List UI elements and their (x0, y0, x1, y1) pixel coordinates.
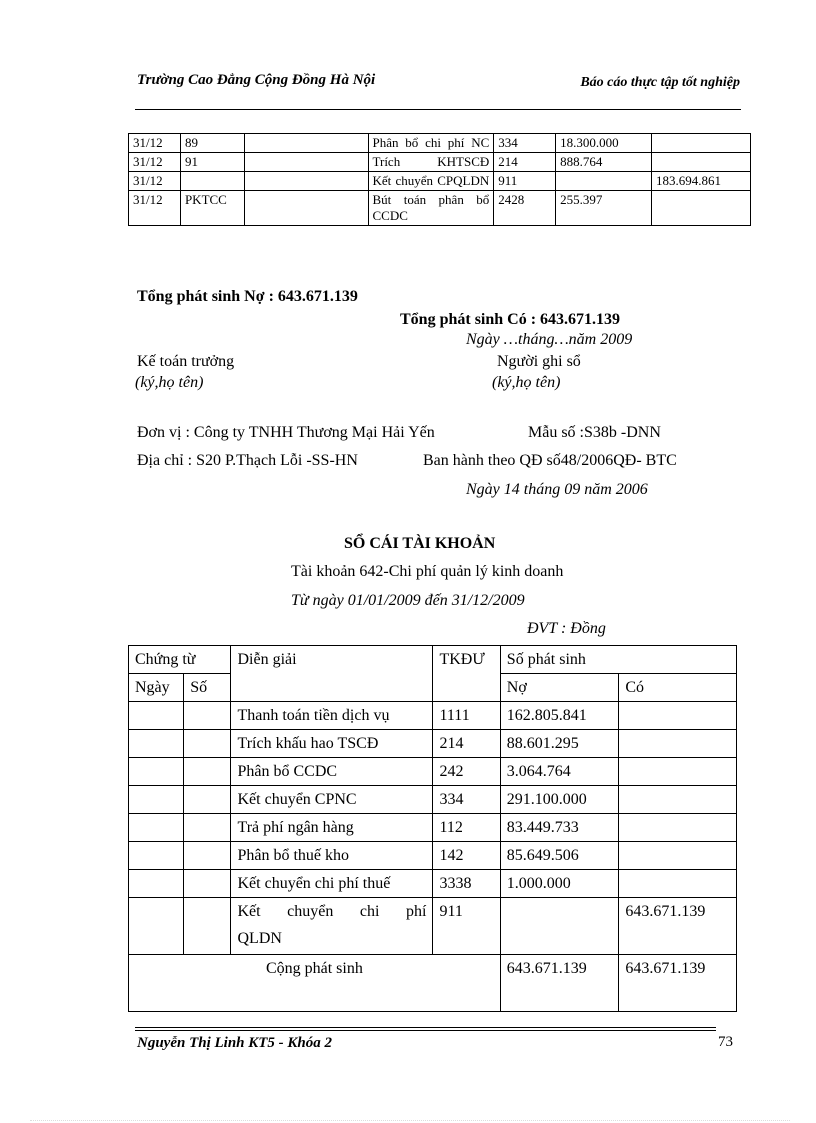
ledger-title: SỔ CÁI TÀI KHOẢN (344, 535, 496, 552)
ledger-cell-date (129, 730, 184, 758)
ledger-cell-date (129, 870, 184, 898)
ledger-cell-number (184, 870, 231, 898)
ledger-row (129, 758, 737, 786)
footer-divider (135, 1027, 716, 1028)
ledger-cell-debit: 162.805.841 (500, 702, 619, 730)
journal-cell-num (180, 172, 244, 191)
ledger-cell-acct: 142 (433, 842, 500, 870)
ledger-row (129, 786, 737, 814)
ledger-closing-credit: 643.671.139 (619, 898, 737, 955)
ledger-cell-desc: Phân bổ CCDC (231, 758, 433, 786)
ledger-row (129, 870, 737, 898)
footer-author: Nguyễn Thị Linh KT5 - Khóa 2 (137, 1035, 333, 1051)
ledger-cell-debit: 83.449.733 (500, 814, 619, 842)
ledger-cell-acct: 3338 (433, 870, 500, 898)
journal-cell-date: 31/12 (129, 191, 181, 226)
journal-cell-acct: 911 (494, 172, 556, 191)
form-number: Mẫu số :S38b -DNN (528, 424, 661, 441)
issue-date: Ngày 14 tháng 09 năm 2006 (466, 481, 648, 498)
journal-cell-blank (244, 172, 368, 191)
chief-accountant-label: Kế toán trưởng (137, 353, 235, 370)
ledger-cell-desc: Trả phí ngân hàng (231, 814, 433, 842)
journal-cell-desc: Kết chuyển CPQLDN (368, 172, 494, 191)
ledger-cell-number (184, 842, 231, 870)
ledger-cell-date (129, 842, 184, 870)
journal-cell-date: 31/12 (129, 134, 181, 153)
ledger-cell-number (184, 786, 231, 814)
ledger-header-row (129, 646, 737, 674)
journal-cell-debit: 888.764 (556, 153, 652, 172)
ledger-row (129, 814, 737, 842)
ledger-cell-debit: 1.000.000 (500, 870, 619, 898)
ledger-cell-number (184, 730, 231, 758)
header-description: Diễn giải (231, 646, 433, 702)
ledger-cell-number (184, 758, 231, 786)
company-address: Địa chỉ : S20 P.Thạch Lỗi -SS-HN (137, 452, 358, 469)
journal-row (129, 134, 751, 153)
ledger-cell-date (129, 702, 184, 730)
footer-divider-2 (135, 1030, 716, 1031)
journal-cell-debit (556, 172, 652, 191)
ledger-cell-date (129, 786, 184, 814)
total-credit: Tổng phát sinh Có : 643.671.139 (400, 311, 621, 328)
ledger-cell-credit (619, 870, 737, 898)
ledger-closing-acct: 911 (433, 898, 500, 955)
ledger-cell-debit: 85.649.506 (500, 842, 619, 870)
ledger-total-debit: 643.671.139 (500, 955, 619, 1012)
ledger-cell-acct: 112 (433, 814, 500, 842)
journal-cell-desc: Trích KHTSCĐ (368, 153, 494, 172)
journal-cell-desc: Phân bổ chi phí NC (368, 134, 494, 153)
ledger-cell-desc: Phân bổ thuế kho (231, 842, 433, 870)
ledger-cell-number (184, 702, 231, 730)
journal-cell-blank (244, 191, 368, 226)
total-debit: Tổng phát sinh Nợ : 643.671.139 (137, 288, 358, 305)
journal-cell-num: PKTCC (180, 191, 244, 226)
ledger-cell-desc: Trích khấu hao TSCĐ (231, 730, 433, 758)
journal-cell-blank (244, 134, 368, 153)
journal-cell-credit: 183.694.861 (652, 172, 751, 191)
journal-cell-acct: 334 (494, 134, 556, 153)
journal-cell-credit (652, 153, 751, 172)
journal-cell-acct: 2428 (494, 191, 556, 226)
journal-cell-date: 31/12 (129, 153, 181, 172)
ledger-cell-date (129, 814, 184, 842)
ledger-total-row (129, 955, 737, 1012)
journal-cell-date: 31/12 (129, 172, 181, 191)
ledger-total-label: Cộng phát sinh (129, 955, 501, 1012)
ledger-cell-desc: Kết chuyển CPNC (231, 786, 433, 814)
journal-continuation-table (128, 133, 751, 226)
journal-cell-num: 89 (180, 134, 244, 153)
company-unit: Đơn vị : Công ty TNHH Thương Mại Hải Yến (137, 424, 435, 441)
ledger-unit: ĐVT : Đồng (527, 620, 606, 637)
ledger-cell-acct: 242 (433, 758, 500, 786)
header-debit: Nợ (500, 674, 619, 702)
ledger-cell-debit: 291.100.000 (500, 786, 619, 814)
journal-row (129, 191, 751, 226)
recorder-label: Người ghi sổ (497, 353, 581, 370)
header-divider (135, 109, 741, 110)
ledger-cell-date (129, 758, 184, 786)
ledger-period: Từ ngày 01/01/2009 đến 31/12/2009 (291, 592, 525, 609)
header-school: Trường Cao Đẳng Cộng Đồng Hà Nội (137, 72, 376, 88)
ledger-cell-credit (619, 702, 737, 730)
chief-accountant-sign: (ký,họ tên) (135, 374, 204, 391)
page-edge (30, 1120, 790, 1121)
decision-reference: Ban hành theo QĐ số48/2006QĐ- BTC (423, 452, 677, 469)
journal-cell-blank (244, 153, 368, 172)
journal-cell-debit: 255.397 (556, 191, 652, 226)
page-number: 73 (718, 1034, 733, 1050)
ledger-cell-acct: 334 (433, 786, 500, 814)
ledger-cell-desc: Thanh toán tiền dịch vụ (231, 702, 433, 730)
header-number: Số (184, 674, 231, 702)
ledger-cell-number (184, 814, 231, 842)
ledger-cell-credit (619, 814, 737, 842)
sign-date: Ngày …tháng…năm 2009 (466, 331, 633, 348)
ledger-cell-desc: Kết chuyển chi phí thuế (231, 870, 433, 898)
header-credit: Có (619, 674, 737, 702)
header-date: Ngày (129, 674, 184, 702)
ledger-cell-debit: 3.064.764 (500, 758, 619, 786)
ledger-row-closing (129, 898, 737, 955)
header-amount: Số phát sinh (500, 646, 736, 674)
closing-desc-line1: Kết chuyển chi phí (237, 903, 427, 920)
header-report-title: Báo cáo thực tập tốt nghiệp (580, 75, 740, 90)
ledger-cell-credit (619, 758, 737, 786)
ledger-cell-credit (619, 842, 737, 870)
ledger-cell-debit: 88.601.295 (500, 730, 619, 758)
ledger-cell-acct: 214 (433, 730, 500, 758)
journal-cell-debit: 18.300.000 (556, 134, 652, 153)
ledger-cell-acct: 1111 (433, 702, 500, 730)
journal-cell-acct: 214 (494, 153, 556, 172)
journal-row (129, 172, 751, 191)
journal-cell-credit (652, 134, 751, 153)
header-voucher: Chứng từ (129, 646, 231, 674)
ledger-row (129, 730, 737, 758)
ledger-row (129, 842, 737, 870)
ledger-closing-debit (500, 898, 619, 955)
journal-cell-credit (652, 191, 751, 226)
ledger-account: Tài khoản 642-Chi phí quản lý kinh doanh (291, 563, 564, 580)
header-contra-account: TKĐƯ (433, 646, 500, 702)
journal-row (129, 153, 751, 172)
ledger-closing-desc: Kết chuyển chi phí QLDN (231, 898, 433, 955)
ledger-table (128, 645, 737, 1012)
ledger-total-credit: 643.671.139 (619, 955, 737, 1012)
ledger-cell-credit (619, 730, 737, 758)
journal-cell-num: 91 (180, 153, 244, 172)
journal-cell-desc: Bút toán phân bổ CCDC (368, 191, 494, 226)
recorder-sign: (ký,họ tên) (492, 374, 561, 391)
ledger-cell-credit (619, 786, 737, 814)
ledger-row (129, 702, 737, 730)
